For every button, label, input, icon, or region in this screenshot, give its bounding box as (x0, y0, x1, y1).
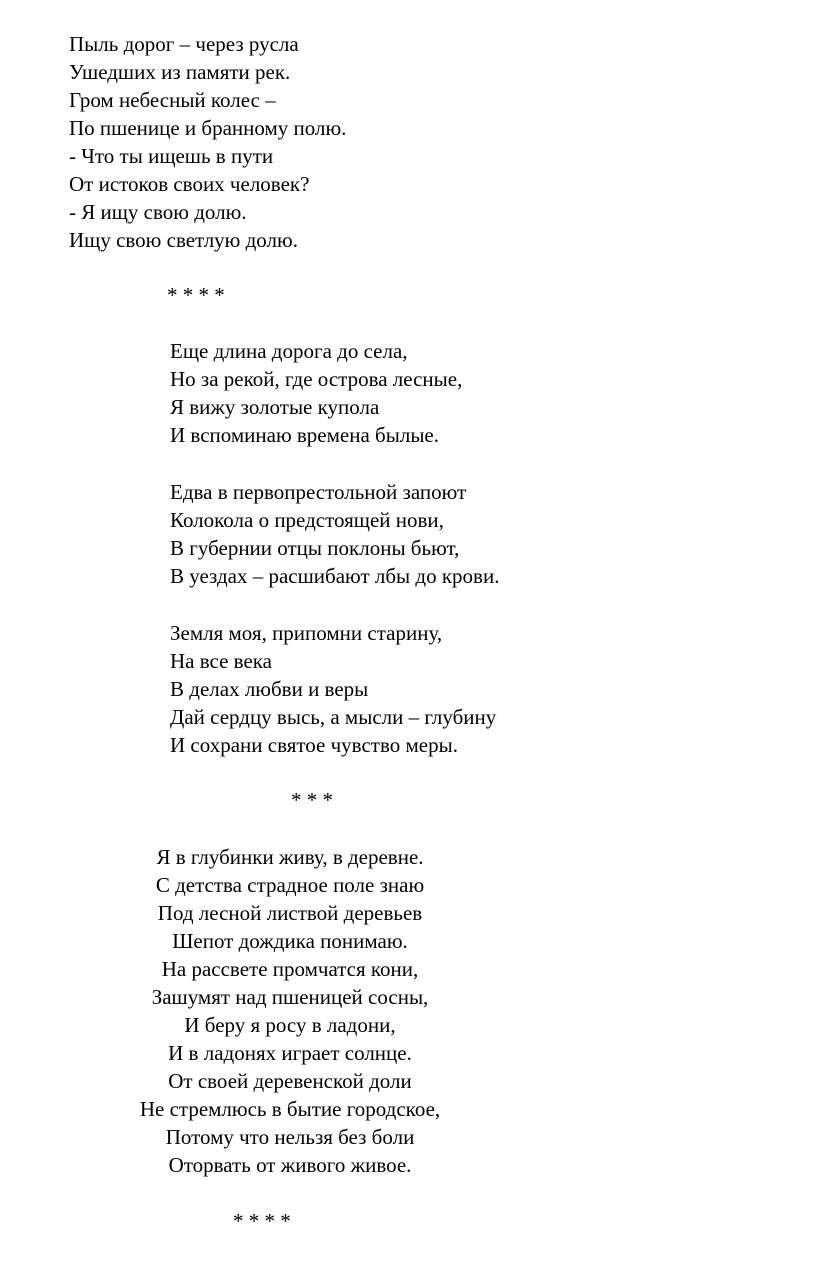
poem-line: - Я ищу свою долю. (69, 200, 247, 224)
poem-line: В уездах – расшибают лбы до крови. (170, 564, 500, 588)
poem-line: Гром небесный колес – (69, 88, 276, 112)
poem-line: Не стремлюсь в бытие городское, (139, 1097, 441, 1121)
poem-line: Земля моя, припомни старину, (170, 621, 443, 645)
poem-line: Ушедших из памяти рек. (69, 60, 291, 84)
poem-line: В делах любви и веры (170, 677, 369, 701)
poem-line: Колокола о предстоящей нови, (170, 508, 444, 532)
poem-line: Ищу свою светлую долю. (69, 228, 298, 252)
poem-line: На рассвете промчатся кони, (161, 957, 419, 981)
poem-line: По пшенице и бранному полю. (69, 116, 347, 140)
poem-line: В губернии отцы поклоны бьют, (170, 536, 460, 560)
poem-line: И сохрани святое чувство меры. (170, 733, 458, 757)
poem-line: Оторвать от живого живое. (168, 1153, 412, 1177)
poem-line: И беру я росу в ладони, (184, 1013, 396, 1037)
section-separator: * * * (291, 788, 333, 812)
poem-line: Едва в первопрестольной запоют (170, 480, 467, 504)
poem-line: Пыль дорог – через русла (69, 32, 299, 56)
section-separator: * * * * (233, 1209, 291, 1233)
poem-line: Но за рекой, где острова лесные, (170, 367, 463, 391)
poem-line: Потому что нельзя без боли (165, 1125, 415, 1149)
poem-line: Шепот дождика понимаю. (172, 929, 408, 953)
poem-line: Дай сердцу высь, а мысли – глубину (170, 705, 497, 729)
poem-line: От истоков своих человек? (69, 172, 310, 196)
section-separator: * * * * (167, 283, 225, 307)
poem-line: От своей деревенской доли (168, 1069, 412, 1093)
poem-line: И вспоминаю времена былые. (170, 423, 440, 447)
poem-line: Еще длина дорога до села, (170, 339, 408, 363)
poem-line: На все века (170, 649, 272, 673)
poem-line: Я вижу золотые купола (170, 395, 380, 419)
poem-line: С детства страдное поле знаю (155, 873, 425, 897)
poem-line: Я в глубинки живу, в деревне. (156, 845, 424, 869)
poem-line: Под лесной листвой деревьев (157, 901, 423, 925)
poem-line: И в ладонях играет солнце. (168, 1041, 412, 1065)
poem-line: - Что ты ищешь в пути (69, 144, 274, 168)
poem-line: Зашумят над пшеницей сосны, (151, 985, 429, 1009)
